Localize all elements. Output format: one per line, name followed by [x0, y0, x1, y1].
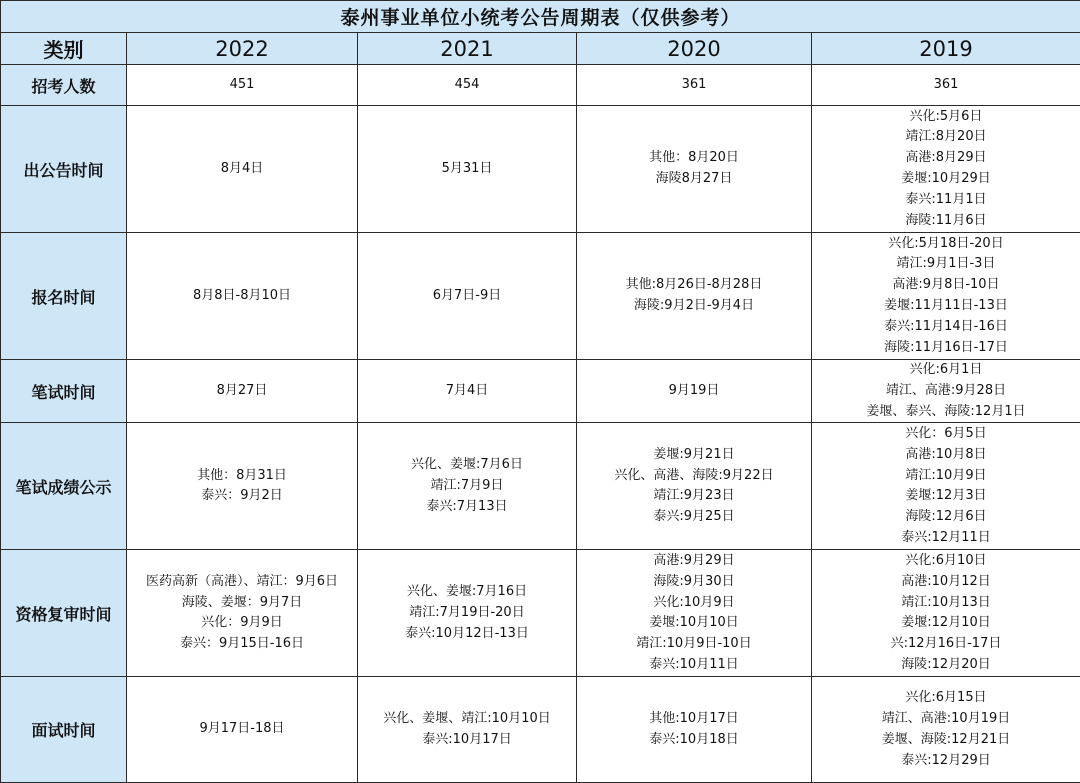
- cell-line: 兴化、高港、海陵:9月22日: [577, 466, 811, 487]
- table-row: [1, 360, 1080, 423]
- table-cell: [812, 233, 1080, 360]
- cell-line: 海陵:12月20日: [812, 655, 1080, 676]
- row-label: 招考人数: [1, 65, 127, 106]
- table-cell: [812, 677, 1080, 783]
- cell-line: 海陵、姜堰：9月7日: [127, 593, 357, 614]
- cell-line: 泰兴:11月1日: [812, 190, 1080, 211]
- cell-line: 9月19日: [577, 381, 811, 402]
- cell-line: 8月27日: [127, 381, 357, 402]
- cell-line: 454: [358, 75, 576, 96]
- cell-line: 靖江:9月1日-3日: [812, 254, 1080, 275]
- cell-line: 泰兴:10月17日: [358, 730, 576, 751]
- cell-line: 海陵8月27日: [577, 169, 811, 190]
- cell-line: 靖江:7月19日-20日: [358, 603, 576, 624]
- cell-line: 海陵:12月6日: [812, 507, 1080, 528]
- cell-line: 泰兴:12月11日: [812, 528, 1080, 549]
- table-cell: [577, 423, 812, 550]
- table-row: [1, 550, 1080, 677]
- table-cell: [577, 65, 812, 106]
- cell-line: 其他：8月31日: [127, 466, 357, 487]
- cell-line: 兴化：6月5日: [812, 424, 1080, 445]
- row-label: 出公告时间: [1, 106, 127, 233]
- table-cell: [358, 233, 577, 360]
- cell-line: 高港:10月8日: [812, 445, 1080, 466]
- table-cell: [127, 677, 358, 783]
- category-header: 类别: [1, 33, 127, 65]
- cell-line: 兴化、姜堰:7月6日: [358, 455, 576, 476]
- table-cell: [127, 423, 358, 550]
- table-cell: [812, 106, 1080, 233]
- table-cell: [577, 233, 812, 360]
- cell-line: 靖江、高港:9月28日: [812, 381, 1080, 402]
- cell-line: 6月7日-9日: [358, 286, 576, 307]
- cell-line: 泰兴:10月11日: [577, 655, 811, 676]
- cell-line: 其他：8月20日: [577, 148, 811, 169]
- table-cell: [358, 65, 577, 106]
- row-label: 资格复审时间: [1, 550, 127, 677]
- cell-line: 靖江:8月20日: [812, 127, 1080, 148]
- cell-line: 361: [812, 75, 1080, 96]
- cell-line: 海陵:9月30日: [577, 572, 811, 593]
- cell-line: 8月4日: [127, 159, 357, 180]
- cell-line: 兴化、姜堰:7月16日: [358, 582, 576, 603]
- cell-line: 泰兴:7月13日: [358, 497, 576, 518]
- cell-line: 泰兴:9月25日: [577, 507, 811, 528]
- table-cell: [812, 423, 1080, 550]
- table-cell: [358, 677, 577, 783]
- year-header: 2020: [577, 33, 812, 65]
- cell-line: 7月4日: [358, 381, 576, 402]
- cell-line: 靖江:10月9日-10日: [577, 634, 811, 655]
- table-cell: [358, 423, 577, 550]
- table-cell: [577, 550, 812, 677]
- cell-line: 医药高新（高港）、靖江：9月6日: [127, 572, 357, 593]
- cell-line: 姜堰、海陵:12月21日: [812, 730, 1080, 751]
- table-cell: [577, 677, 812, 783]
- table-cell: [127, 360, 358, 423]
- row-label: 笔试成绩公示: [1, 423, 127, 550]
- table-title: 泰州事业单位小统考公告周期表（仅供参考）: [1, 1, 1080, 33]
- row-label: 报名时间: [1, 233, 127, 360]
- table-cell: [358, 550, 577, 677]
- cell-line: 兴:12月16日-17日: [812, 634, 1080, 655]
- cell-line: 兴化:5月18日-20日: [812, 234, 1080, 255]
- table-row: [1, 233, 1080, 360]
- cell-line: 海陵:11月6日: [812, 211, 1080, 232]
- cell-line: 高港:10月12日: [812, 572, 1080, 593]
- cell-line: 兴化:6月1日: [812, 360, 1080, 381]
- year-header: 2019: [812, 33, 1080, 65]
- table-cell: [812, 360, 1080, 423]
- cell-line: 泰兴：9月15日-16日: [127, 634, 357, 655]
- cell-line: 姜堰、泰兴、海陵:12月1日: [812, 402, 1080, 423]
- cell-line: 姜堰:12月10日: [812, 613, 1080, 634]
- cell-line: 361: [577, 75, 811, 96]
- table-row: [1, 106, 1080, 233]
- cell-line: 姜堰:12月3日: [812, 486, 1080, 507]
- cell-line: 姜堰:10月29日: [812, 169, 1080, 190]
- table-cell: [577, 106, 812, 233]
- cell-line: 靖江、高港:10月19日: [812, 709, 1080, 730]
- cell-line: 8月8日-8月10日: [127, 286, 357, 307]
- row-label: 笔试时间: [1, 360, 127, 423]
- cell-line: 其他:8月26日-8月28日: [577, 275, 811, 296]
- table-cell: [577, 360, 812, 423]
- cell-line: 高港:9月8日-10日: [812, 275, 1080, 296]
- cell-line: 5月31日: [358, 159, 576, 180]
- cell-line: 泰兴:12月29日: [812, 751, 1080, 772]
- cell-line: 451: [127, 75, 357, 96]
- cell-line: 9月17日-18日: [127, 719, 357, 740]
- cell-line: 其他:10月17日: [577, 709, 811, 730]
- cell-line: 靖江:10月9日: [812, 466, 1080, 487]
- cell-line: 靖江:7月9日: [358, 476, 576, 497]
- cell-line: 兴化:5月6日: [812, 107, 1080, 128]
- cell-line: 姜堰:9月21日: [577, 445, 811, 466]
- table-cell: [127, 106, 358, 233]
- cell-line: 兴化:10月9日: [577, 593, 811, 614]
- table-cell: [127, 233, 358, 360]
- table-row: [1, 65, 1080, 106]
- cell-line: 兴化：9月9日: [127, 613, 357, 634]
- cell-line: 兴化:6月10日: [812, 551, 1080, 572]
- cell-line: 靖江:10月13日: [812, 593, 1080, 614]
- table-cell: [812, 550, 1080, 677]
- table-cell: [127, 65, 358, 106]
- table-cell: [127, 550, 358, 677]
- cell-line: 兴化、姜堰、靖江:10月10日: [358, 709, 576, 730]
- cell-line: 兴化:6月15日: [812, 688, 1080, 709]
- cell-line: 姜堰:10月10日: [577, 613, 811, 634]
- header-row: [1, 33, 1080, 65]
- cell-line: 泰兴:10月12日-13日: [358, 624, 576, 645]
- cell-line: 高港:9月29日: [577, 551, 811, 572]
- table-cell: [358, 360, 577, 423]
- year-header: 2021: [358, 33, 577, 65]
- table-row: [1, 677, 1080, 783]
- cell-line: 泰兴：9月2日: [127, 486, 357, 507]
- cell-line: 海陵:9月2日-9月4日: [577, 296, 811, 317]
- cell-line: 海陵:11月16日-17日: [812, 338, 1080, 359]
- year-header: 2022: [127, 33, 358, 65]
- row-label: 面试时间: [1, 677, 127, 783]
- cell-line: 姜堰:11月11日-13日: [812, 296, 1080, 317]
- cell-line: 高港:8月29日: [812, 148, 1080, 169]
- cell-line: 泰兴:10月18日: [577, 730, 811, 751]
- table-cell: [358, 106, 577, 233]
- cell-line: 泰兴:11月14日-16日: [812, 317, 1080, 338]
- table-row: [1, 423, 1080, 550]
- table-cell: [812, 65, 1080, 106]
- cell-line: 靖江:9月23日: [577, 486, 811, 507]
